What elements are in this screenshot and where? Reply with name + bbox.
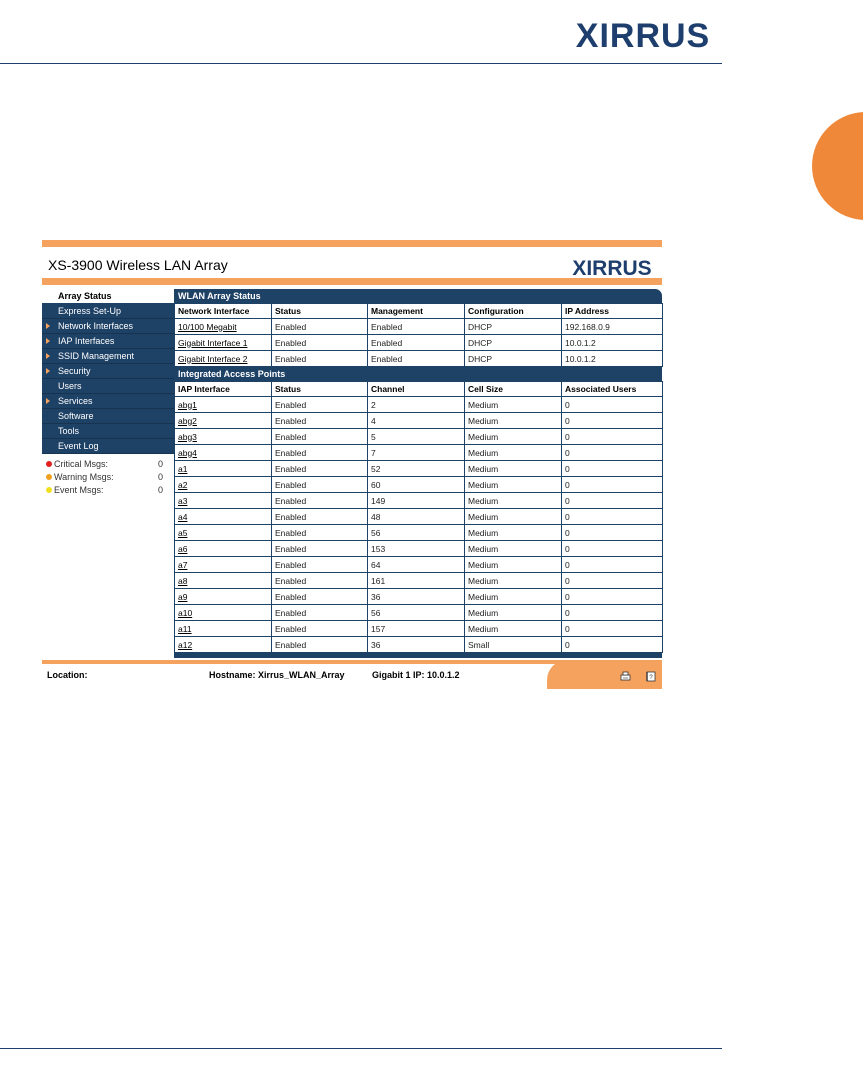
table-cell-channel: 157 [368,621,465,637]
table-cell-cell-size: Medium [465,541,562,557]
interface-link[interactable]: a5 [175,525,272,541]
web-ui-screenshot [42,240,662,689]
table-cell-associated-users: 0 [562,621,663,637]
ip-label: Gigabit 1 IP: 10.0.1.2 [372,670,460,680]
status-dot-icon [46,487,52,493]
table-row [175,477,663,493]
column-header-iap-interface: IAP Interface [175,382,272,397]
table-cell-status: Enabled [272,461,368,477]
table-cell-associated-users: 0 [562,461,663,477]
table-cell-channel: 64 [368,557,465,573]
sidebar-item-tools[interactable] [42,424,174,439]
interface-link[interactable]: a6 [175,541,272,557]
table-cell-channel: 4 [368,413,465,429]
table-cell-management: Enabled [368,319,465,335]
table-cell-management: Enabled [368,335,465,351]
message-label: Critical Msgs: [54,459,109,469]
interface-link[interactable]: abg2 [175,413,272,429]
table-cell-cell-size: Medium [465,413,562,429]
table-cell-associated-users: 0 [562,541,663,557]
table-row [175,541,663,557]
interface-link[interactable]: a1 [175,461,272,477]
table-cell-ip-address: 10.0.1.2 [562,335,663,351]
table-cell-associated-users: 0 [562,509,663,525]
expand-arrow-icon [46,398,50,404]
interface-link[interactable]: abg3 [175,429,272,445]
table-footer-bar [174,653,662,658]
table-cell-configuration: DHCP [465,335,562,351]
message-row-warning-msgs [45,471,163,484]
svg-text:?: ? [649,675,653,681]
table-cell-status: Enabled [272,509,368,525]
table-cell-cell-size: Medium [465,557,562,573]
footer-rule [0,1048,722,1049]
table-cell-associated-users: 0 [562,493,663,509]
sidebar-item-users[interactable] [42,379,174,394]
column-header-associated-users: Associated Users [562,382,663,397]
table-cell-ip-address: 10.0.1.2 [562,351,663,367]
table-cell-associated-users: 0 [562,573,663,589]
table-cell-channel: 36 [368,589,465,605]
table-cell-channel: 36 [368,637,465,653]
sidebar-item-label: SSID Management [58,351,135,361]
ui-brand-text: XIRRUS [572,257,652,278]
table-cell-associated-users: 0 [562,477,663,493]
interface-link[interactable]: a8 [175,573,272,589]
table-row [175,429,663,445]
wlan-status-table [174,303,663,367]
table-cell-status: Enabled [272,621,368,637]
expand-arrow-icon [46,353,50,359]
table-cell-associated-users: 0 [562,637,663,653]
xirrus-logo [566,256,658,278]
sidebar-item-event-log[interactable] [42,439,174,454]
print-icon[interactable] [620,671,631,682]
message-label: Event Msgs: [54,485,104,495]
table-cell-channel: 48 [368,509,465,525]
table-cell-status: Enabled [272,525,368,541]
expand-arrow-icon [46,368,50,374]
wlan-status-heading: WLAN Array Status [174,289,662,303]
table-cell-status: Enabled [272,541,368,557]
table-cell-cell-size: Medium [465,461,562,477]
table-cell-cell-size: Medium [465,589,562,605]
interface-link[interactable]: a4 [175,509,272,525]
table-row [175,573,663,589]
table-cell-status: Enabled [272,335,368,351]
table-cell-configuration: DHCP [465,319,562,335]
table-cell-status: Enabled [272,605,368,621]
table-cell-ip-address: 192.168.0.9 [562,319,663,335]
xirrus-page-logo [568,18,718,52]
table-cell-cell-size: Medium [465,621,562,637]
table-cell-channel: 56 [368,605,465,621]
table-header-row [175,304,663,319]
main-content [174,289,662,658]
table-cell-channel: 149 [368,493,465,509]
status-footer [42,660,662,689]
sidebar-item-label: Users [58,381,82,391]
interface-link[interactable]: a7 [175,557,272,573]
table-cell-status: Enabled [272,397,368,413]
table-cell-associated-users: 0 [562,605,663,621]
table-cell-cell-size: Medium [465,525,562,541]
sidebar-item-label: Tools [58,426,80,436]
column-header-channel: Channel [368,382,465,397]
table-cell-cell-size: Medium [465,445,562,461]
column-header-ip-address: IP Address [562,304,663,319]
interface-link[interactable]: a12 [175,637,272,653]
table-cell-channel: 7 [368,445,465,461]
sidebar-item-label: Network Interfaces [58,321,134,331]
interface-link[interactable]: abg1 [175,397,272,413]
table-cell-cell-size: Medium [465,573,562,589]
table-row [175,319,663,335]
sidebar-item-ssid-management[interactable] [42,349,174,364]
sidebar-item-label: IAP Interfaces [58,336,115,346]
table-cell-status: Enabled [272,351,368,367]
sidebar-item-services[interactable] [42,394,174,409]
table-cell-channel: 161 [368,573,465,589]
message-row-event-msgs [45,484,163,497]
column-header-management: Management [368,304,465,319]
table-cell-channel: 5 [368,429,465,445]
expand-arrow-icon [46,323,50,329]
help-icon[interactable] [645,671,656,682]
table-row [175,445,663,461]
header-rule [0,63,722,64]
table-cell-cell-size: Medium [465,397,562,413]
table-cell-cell-size: Medium [465,509,562,525]
table-row [175,493,663,509]
interface-link[interactable]: 10/100 Megabit [175,319,272,335]
status-dot-icon [46,474,52,480]
title-stripe [42,278,662,285]
sidebar-item-express-set-up[interactable] [42,304,174,319]
table-cell-cell-size: Medium [465,429,562,445]
sidebar-item-iap-interfaces[interactable] [42,334,174,349]
table-cell-associated-users: 0 [562,445,663,461]
interface-link[interactable]: a11 [175,621,272,637]
iap-heading: Integrated Access Points [174,367,662,381]
table-cell-associated-users: 0 [562,429,663,445]
message-count: 0 [157,459,163,469]
table-row [175,335,663,351]
table-cell-associated-users: 0 [562,557,663,573]
table-row [175,621,663,637]
chapter-tab [812,112,863,220]
column-header-network-interface: Network Interface [175,304,272,319]
table-cell-status: Enabled [272,589,368,605]
table-header-row [175,382,663,397]
table-cell-status: Enabled [272,413,368,429]
sidebar-item-label: Services [58,396,93,406]
table-cell-cell-size: Small [465,637,562,653]
expand-arrow-icon [46,338,50,344]
table-cell-status: Enabled [272,637,368,653]
sidebar-item-label: Software [58,411,94,421]
table-cell-channel: 52 [368,461,465,477]
table-row [175,397,663,413]
table-cell-channel: 56 [368,525,465,541]
interface-link[interactable]: Gigabit Interface 1 [175,335,272,351]
sidebar-item-label: Express Set-Up [58,306,122,316]
location-label: Location: [47,670,88,680]
column-header-status: Status [272,304,368,319]
message-counts [45,458,163,497]
table-cell-status: Enabled [272,573,368,589]
table-row [175,605,663,621]
interface-link[interactable]: Gigabit Interface 2 [175,351,272,367]
interface-link[interactable]: a9 [175,589,272,605]
top-stripe [42,240,662,247]
column-header-configuration: Configuration [465,304,562,319]
table-row [175,525,663,541]
table-row [175,557,663,573]
table-cell-channel: 153 [368,541,465,557]
hostname-label: Hostname: Xirrus_WLAN_Array [209,670,345,680]
table-row [175,461,663,477]
sidebar-item-software[interactable] [42,409,174,424]
table-cell-associated-users: 0 [562,525,663,541]
table-cell-status: Enabled [272,557,368,573]
interface-link[interactable]: a2 [175,477,272,493]
sidebar-item-label: Array Status [58,291,112,301]
message-count: 0 [157,472,163,482]
page-title: XS-3900 Wireless LAN Array [48,257,228,273]
sidebar-item-array-status[interactable] [42,289,174,304]
message-row-critical-msgs [45,458,163,471]
table-cell-status: Enabled [272,493,368,509]
sidebar-item-network-interfaces[interactable] [42,319,174,334]
table-row [175,509,663,525]
table-cell-associated-users: 0 [562,589,663,605]
brand-text: XIRRUS [575,18,711,52]
table-cell-channel: 2 [368,397,465,413]
table-cell-associated-users: 0 [562,397,663,413]
iap-table [174,381,663,653]
interface-link[interactable]: a3 [175,493,272,509]
interface-link[interactable]: abg4 [175,445,272,461]
column-header-status: Status [272,382,368,397]
table-row [175,637,663,653]
table-row [175,351,663,367]
table-cell-status: Enabled [272,319,368,335]
message-count: 0 [157,485,163,495]
table-row [175,413,663,429]
status-dot-icon [46,461,52,467]
message-label: Warning Msgs: [54,472,114,482]
sidebar-nav [42,289,174,454]
sidebar-item-security[interactable] [42,364,174,379]
table-cell-cell-size: Medium [465,605,562,621]
table-cell-channel: 60 [368,477,465,493]
table-cell-cell-size: Medium [465,493,562,509]
table-cell-associated-users: 0 [562,413,663,429]
table-cell-status: Enabled [272,429,368,445]
table-cell-management: Enabled [368,351,465,367]
table-cell-configuration: DHCP [465,351,562,367]
interface-link[interactable]: a10 [175,605,272,621]
table-cell-status: Enabled [272,445,368,461]
sidebar-item-label: Event Log [58,441,99,451]
column-header-cell-size: Cell Size [465,382,562,397]
table-cell-cell-size: Medium [465,477,562,493]
table-cell-status: Enabled [272,477,368,493]
sidebar-item-label: Security [58,366,91,376]
table-row [175,589,663,605]
